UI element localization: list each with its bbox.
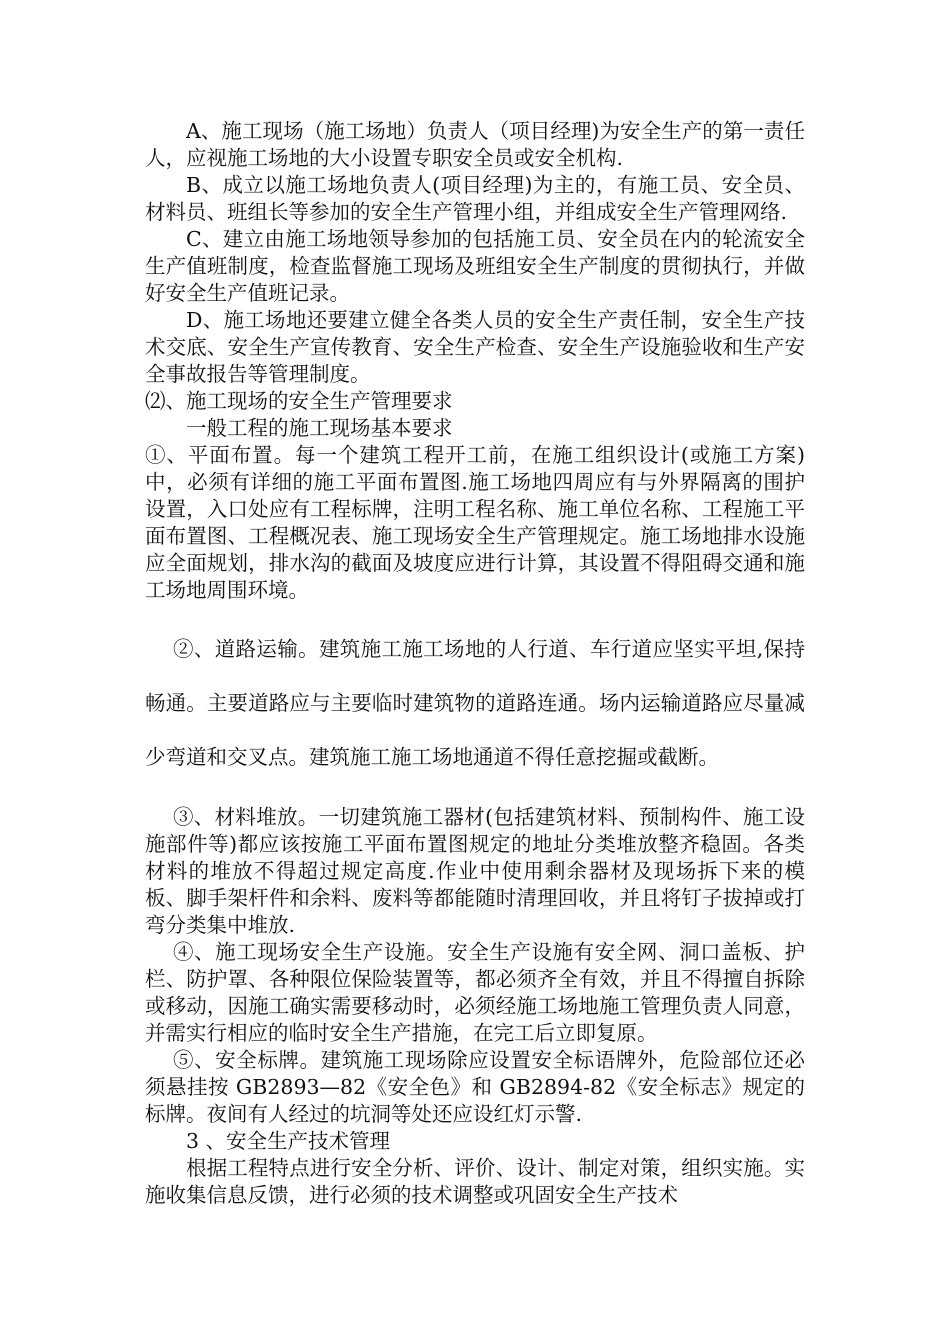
paragraph-d: D、施工场地还要建立健全各类人员的安全生产责任制，安全生产技术交底、安全生产宣传教育、安全生产检查、安全生产设施验收和生产安全事故报告等管理制度。 (145, 308, 805, 386)
paragraph-technical-management: 根据工程特点进行安全分析、评价、设计、制定对策，组织实施。实施收集信息反馈，进行必须的技术调整或巩固安全生产技术 (145, 1156, 805, 1207)
paragraph-safety-facilities: ④、施工现场安全生产设施。安全生产设施有安全网、洞口盖板、护栏、防护罩、各种限位保险装置等，都必须齐全有效，并且不得擅自拆除或移动，因施工确实需要移动时，必须经施工场地施工管理负责人同意，并需实行相应的临时安全生产措施，在完工后立即复原。 (145, 940, 805, 1045)
subheading-general-requirements: 一般工程的施工现场基本要求 (186, 416, 453, 440)
paragraph-safety-signs: ⑤、安全标牌。建筑施工现场除应设置安全标语牌外，危险部位还必须悬挂按 GB2893—82《安全色》和 GB2894-82《安全标志》规定的标牌。夜间有人经过的坑洞等处还应设红灯示警. (145, 1048, 805, 1126)
paragraph-c: C、建立由施工场地领导参加的包括施工员、安全员在内的轮流安全生产值班制度，检查监督施工现场及班组安全生产制度的贯彻执行，并做好安全生产值班记录。 (145, 227, 805, 305)
section-heading-2: ⑵、施工现场的安全生产管理要求 (145, 389, 453, 413)
paragraph-layout: ①、平面布置。每一个建筑工程开工前，在施工组织设计(或施工方案)中，必须有详细的施工平面布置图.施工场地四周应有与外界隔离的围护设置，入口处应有工程标牌，注明工程名称、施工单位名称、工程施工平面布置图、工程概况表、施工现场安全生产管理规定。施工场地排水设施应全面规划，排水沟的截面及坡度应进行计算，其设置不得阻碍交通和施工场地周围环境。 (145, 443, 805, 602)
document-body (145, 118, 805, 1209)
paragraph-b: B、成立以施工场地负责人(项目经理)为主的，有施工员、安全员、材料员、班组长等参加的安全生产管理小组，并组成安全生产管理网络. (145, 173, 805, 224)
paragraph-road-transport: ②、道路运输。建筑施工施工场地的人行道、车行道应坚实平坦,保持畅通。主要道路应与主要临时建筑物的道路连通。场内运输道路应尽量减少弯道和交叉点。建筑施工施工场地通道不得任意挖掘或截断。 (145, 637, 805, 769)
paragraph-material-stacking: ③、材料堆放。一切建筑施工器材(包括建筑材料、预制构件、施工设施部件等)都应该按施工平面布置图规定的地址分类堆放整齐稳固。各类材料的堆放不得超过规定高度.作业中使用剩余器材及现场拆下来的模板、脚手架杆件和余料、废料等都能随时清理回收，并且将钉子拔掉或打弯分类集中堆放. (145, 805, 805, 937)
section-heading-3: 3 、安全生产技术管理 (186, 1129, 391, 1153)
paragraph-a: A、施工现场（施工场地）负责人（项目经理)为安全生产的第一责任人，应视施工场地的大小设置专职安全员或安全机构. (145, 119, 805, 170)
